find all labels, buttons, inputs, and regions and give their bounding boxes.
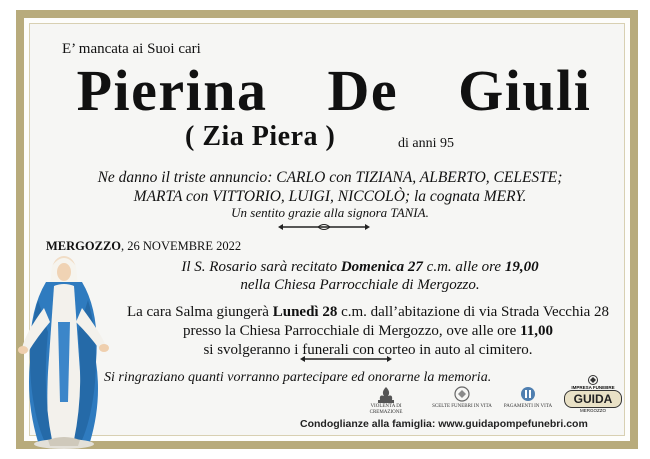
rosary-info <box>120 258 600 294</box>
ornament-divider <box>276 222 372 232</box>
age: di anni 95 <box>398 136 454 151</box>
eaffus-caption: SCELTE FUNEBRI IN VITA <box>432 404 492 409</box>
family-announcement <box>60 168 600 206</box>
funeral-text-2: c.m. dall’abitazione di via Strada Vecchia 28 <box>337 304 610 320</box>
intro-text: E’ mancata ai Suoi cari <box>62 41 201 57</box>
rosary-time: 19,00 <box>504 259 539 275</box>
nickname: ( Zia Piera ) <box>185 121 336 152</box>
ornament-divider-2 <box>298 354 394 364</box>
cremation-caption: VIOLENTA DI CREMAZIONE <box>369 404 403 415</box>
funeral-info <box>98 303 638 360</box>
rosary-line-2: nella Chiesa Parrocchiale di Mergozzo. <box>240 277 480 293</box>
rosary-text-1: Il S. Rosario sarà recitato <box>181 259 341 275</box>
condolences-link[interactable]: Condoglianze alla famiglia: www.guidapompefunebri.com <box>300 418 588 430</box>
guida-top: IMPRESA FUNEBRE <box>571 385 615 390</box>
sponsor-logos <box>355 382 630 416</box>
payment-logo[interactable] <box>503 386 553 410</box>
payment-logo-icon <box>517 386 539 404</box>
rosary-text-2: c.m. alle ore <box>422 259 505 275</box>
eaffus-logo[interactable] <box>431 386 493 410</box>
madonna-statue-image <box>8 252 118 450</box>
guida-crest-icon <box>584 375 602 385</box>
announce-line-1: Ne danno il triste annuncio: CARLO con TIZIANA, ALBERTO, CELESTE; <box>97 169 563 186</box>
deceased-name: Pierina De Giuli <box>76 58 592 123</box>
guida-sub: MERGOZZO <box>580 408 606 413</box>
funeral-day: Lunedì 28 <box>272 304 338 320</box>
thanks-note: Un sentito grazie alla signora TANIA. <box>231 205 429 220</box>
announce-line-2: MARTA con VITTORIO, LUIGI, NICCOLÒ; la cognata MERY. <box>133 188 527 205</box>
eaffus-logo-icon <box>451 386 473 404</box>
rosary-day: Domenica 27 <box>340 259 423 275</box>
payment-caption: PAGAMENTI IN VITA <box>503 404 553 409</box>
funeral-text-1: La cara Salma giungerà <box>126 304 273 320</box>
date: , 26 NOVEMBRE 2022 <box>121 239 242 253</box>
place: MERGOZZO <box>46 239 122 253</box>
guida-name: GUIDA <box>564 390 622 408</box>
funeral-time: 11,00 <box>520 323 554 339</box>
guida-logo[interactable] <box>563 375 623 413</box>
funeral-line-2: presso la Chiesa Parrocchiale di Mergozzo, ove alle ore <box>182 323 521 339</box>
funeral-line-3: si svolgeranno i funerali con corteo in auto al cimitero. <box>203 342 533 358</box>
closing-thanks: Si ringraziano quanti vorranno partecipare ed onorarne la memoria. <box>104 370 492 385</box>
cremation-logo-icon <box>375 386 397 404</box>
cremation-logo[interactable] <box>355 386 417 416</box>
